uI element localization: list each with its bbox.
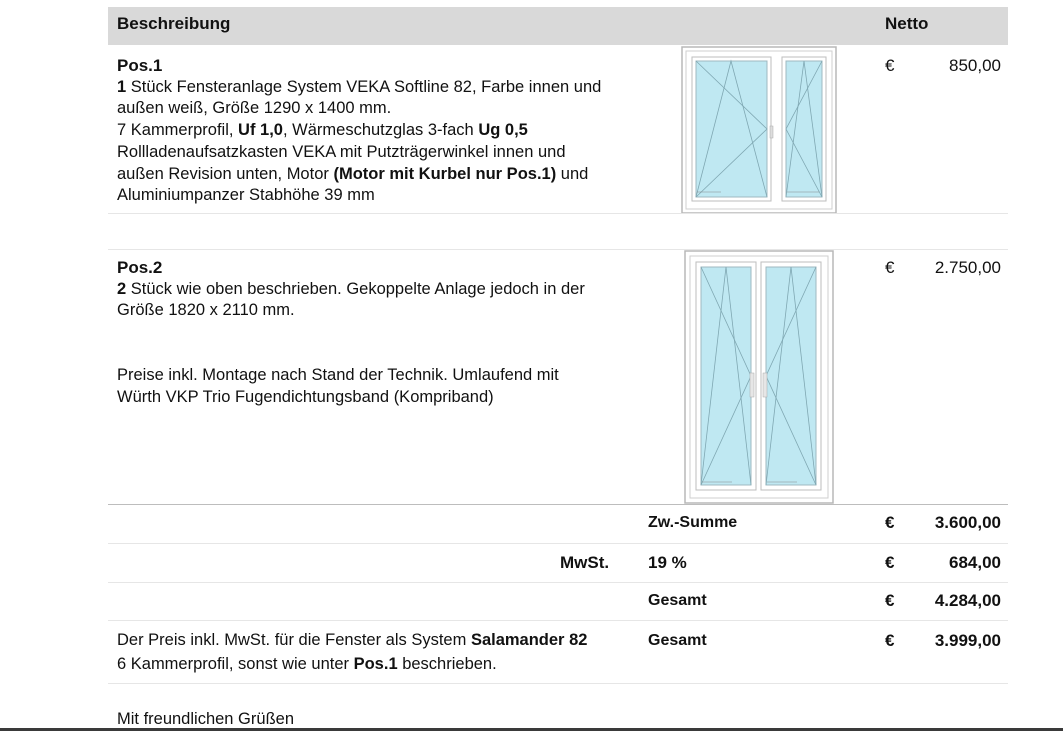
subtotal-amount: 3.600,00 — [934, 513, 1001, 532]
position-2-description — [117, 279, 647, 322]
alt-total-amount: 3.999,00 — [934, 631, 1001, 650]
text: Größe 1820 x 2110 mm. — [117, 301, 295, 320]
divider — [108, 582, 1008, 583]
position-1-line-2 — [117, 98, 647, 120]
alt-line2-prefix: 6 Kammerprofil, sonst wie unter — [117, 655, 354, 673]
vat-label: MwSt. — [560, 553, 610, 572]
divider — [108, 249, 1008, 250]
alternative-offer-text — [117, 628, 587, 676]
bold-text: 1 — [117, 77, 127, 96]
position-1-line-6 — [117, 185, 647, 207]
position-1-title: Pos.1 — [117, 56, 163, 75]
text: außen weiß, Größe 1290 x 1400 mm. — [117, 99, 392, 118]
position-2-note-line-1: Preise inkl. Montage nach Stand der Technik. Umlaufend mit — [117, 366, 559, 385]
position-2-amount: 2.750,00 — [934, 258, 1001, 277]
cropped-previous-line — [117, 0, 717, 4]
position-1-line-4 — [117, 142, 647, 164]
subtotal-label: Zw.-Summe — [648, 514, 738, 531]
window-drawing-pos2 — [684, 250, 834, 504]
alt-total-label: Gesamt — [648, 632, 707, 649]
position-2-title: Pos.2 — [117, 258, 163, 277]
alt-line2-suffix: beschrieben. — [397, 655, 497, 673]
position-2 — [117, 257, 647, 409]
text: Aluminiumpanzer Stabhöhe 39 mm — [117, 186, 375, 205]
text: 7 Kammerprofil, — [117, 121, 239, 140]
position-1-description — [117, 77, 647, 207]
alt-total-currency: € — [885, 631, 895, 650]
divider — [108, 620, 1008, 621]
text: außen Revision unten, Motor — [117, 164, 334, 183]
window-drawing-pos1 — [681, 46, 837, 214]
divider — [108, 683, 1008, 684]
position-1-amount: 850,00 — [949, 56, 1001, 75]
total-label: Gesamt — [648, 592, 707, 609]
text: und — [556, 164, 589, 183]
header-description: Beschreibung — [117, 14, 231, 33]
divider — [108, 213, 1008, 214]
alt-pos-reference: Pos.1 — [353, 655, 398, 673]
divider — [108, 504, 1008, 505]
position-2-line-1 — [117, 279, 647, 301]
position-2-currency: € — [885, 258, 895, 277]
text: Stück wie oben beschrieben. Gekoppelte Anlage jedoch in der — [126, 279, 585, 298]
position-1-currency: € — [885, 56, 895, 75]
text: , Wärmeschutzglas 3-fach — [282, 121, 479, 140]
position-1 — [117, 55, 647, 207]
table-header — [108, 7, 1008, 45]
position-1-line-5 — [117, 164, 647, 186]
total-amount: 4.284,00 — [934, 591, 1001, 610]
total-currency: € — [885, 591, 895, 610]
position-1-line-1 — [117, 77, 647, 99]
bold-text: (Motor mit Kurbel nur Pos.1) — [333, 164, 557, 183]
position-2-note-line-2: Würth VKP Trio Fugendichtungsband (Kompriband) — [117, 387, 494, 406]
divider — [108, 543, 1008, 544]
vat-rate: 19 % — [648, 553, 687, 572]
position-2-line-2 — [117, 300, 647, 322]
subtotal-currency: € — [885, 513, 895, 532]
alt-system-name: Salamander 82 — [470, 631, 588, 649]
closing-greeting: Mit freundlichen Grüßen — [117, 710, 294, 728]
vat-amount: 684,00 — [949, 553, 1001, 572]
text: Rollladenaufsatzkasten VEKA mit Putzträgerwinkel innen und — [117, 142, 566, 161]
bold-text: Uf 1,0 — [238, 121, 283, 140]
alt-line1-prefix: Der Preis inkl. MwSt. für die Fenster als System — [117, 631, 471, 649]
vat-currency: € — [885, 553, 895, 572]
text: Stück Fensteranlage System VEKA Softline 82, Farbe innen und — [126, 77, 602, 96]
position-1-line-3 — [117, 120, 647, 142]
header-netto: Netto — [885, 14, 929, 33]
bold-text: Ug 0,5 — [478, 121, 528, 140]
bold-text: 2 — [117, 279, 127, 298]
